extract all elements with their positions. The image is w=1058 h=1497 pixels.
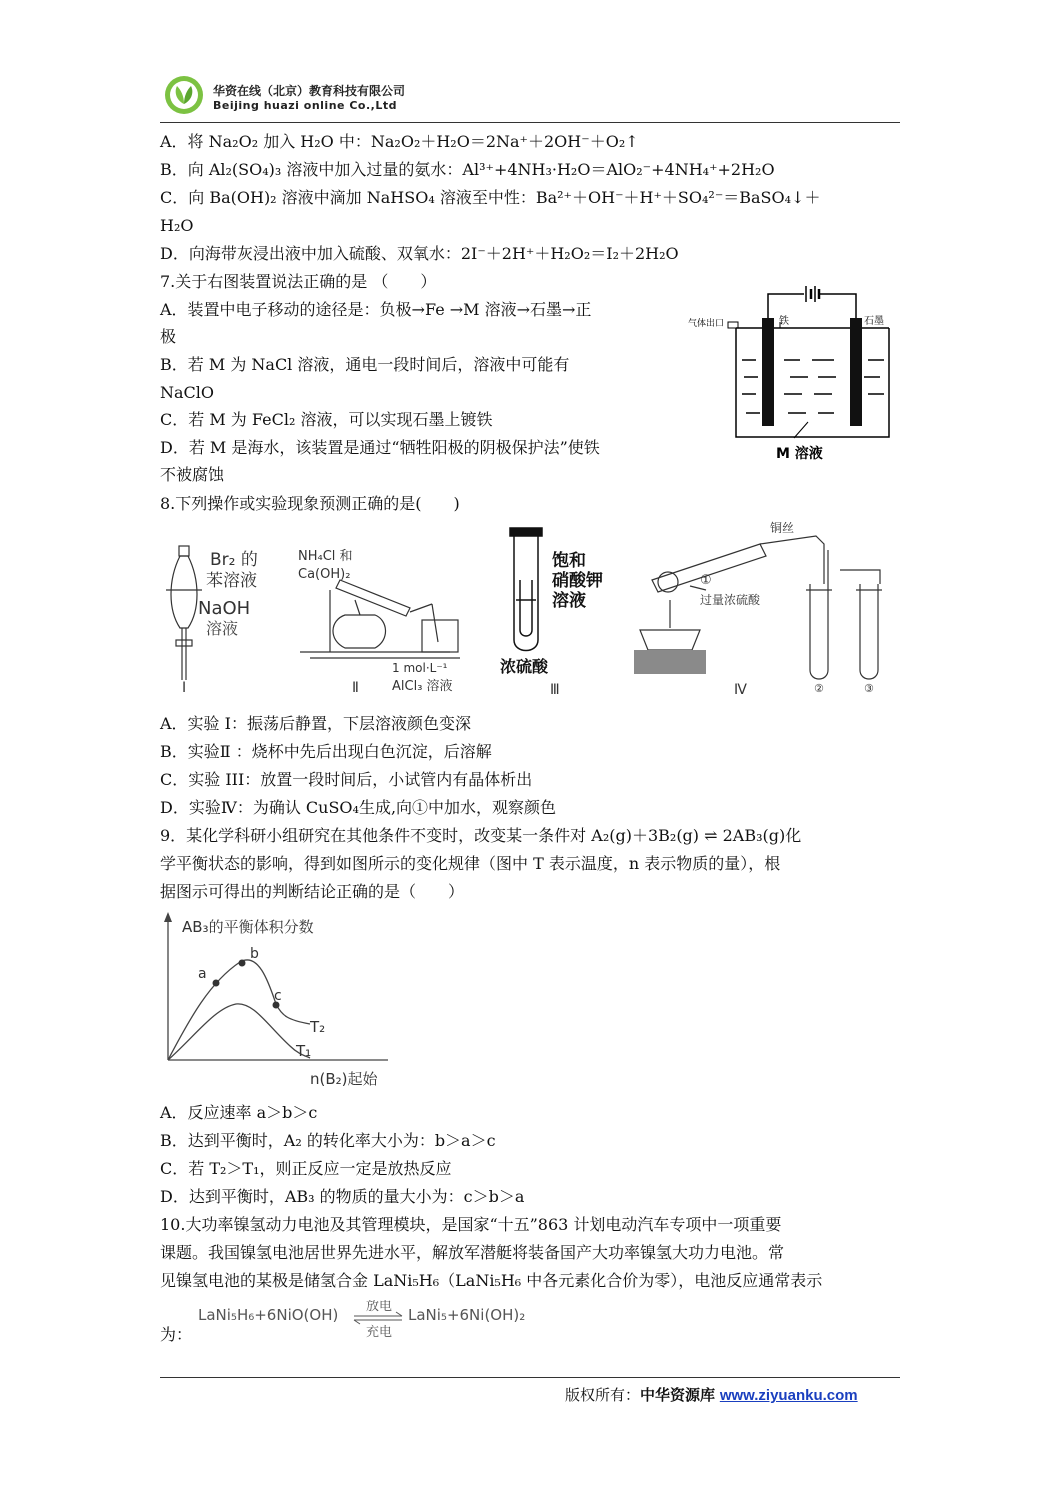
q10-stem-4: 为： [160, 1325, 193, 1344]
q6-option-d: D．向海带灰浸出液中加入硫酸、双氧水：2I⁻＋2H⁺＋H₂O₂＝I₂＋2H₂O [160, 244, 679, 263]
q8-exp2-top2-label: Ca(OH)₂ [298, 567, 351, 582]
q9-stem-2: 学平衡状态的影响，得到如图所示的变化规律（图中 T 表示温度，n 表示物质的量），根 [160, 854, 781, 873]
q8-apparatus-figure [160, 520, 900, 705]
q9-curve-t2-label: T₂ [310, 1018, 326, 1036]
q9-curve-t1-label: T₁ [296, 1042, 312, 1060]
footer-site-name: 中华资源库 [640, 1386, 716, 1404]
q10-stem-2: 课题。我国镍氢电池居世界先进水平，解放军潜艇将装备国产大功率镍氢大功力电池。常 [160, 1243, 785, 1262]
q7-iron-label: 铁 [779, 316, 789, 327]
q8-exp4-acid-label: 过量浓硫酸 [700, 593, 761, 607]
q8-exp3-bottom-label: 浓硫酸 [500, 657, 549, 676]
q8-exp2-solution-label: AlCl₃ 溶液 [392, 679, 453, 694]
q7-option-b-cont: NaClO [160, 383, 215, 402]
company-name-en: Beijing huazi online Co.,Ltd [213, 99, 397, 112]
q8-exp3-text2: 硝酸钾 [552, 571, 603, 591]
footer-copyright: 版权所有： [565, 1386, 641, 1404]
q9-option-b: B．达到平衡时，A₂ 的转化率大小为：b＞a＞c [160, 1131, 496, 1150]
q8-exp2-numeral: Ⅱ [352, 680, 359, 696]
q7-option-d: D．若 M 是海水，该装置是通过“牺牲阳极的阴极保护法”使铁 [160, 438, 600, 457]
q7-stem: 7.关于右图装置说法正确的是 （ ） [160, 272, 437, 291]
q7-electrolysis-figure [684, 282, 904, 467]
q9-option-d: D．达到平衡时，AB₃ 的物质的量大小为：c＞b＞a [160, 1187, 525, 1206]
q7-option-a: A．装置中电子移动的途径是：负极→Fe →M 溶液→石墨→正 [160, 300, 592, 319]
q7-solution-label: M 溶液 [776, 446, 823, 462]
q10-stem-3: 见镍氢电池的某极是储氢合金 LaNi₅H₆（LaNi₅H₆ 中各元素化合价为零），电池反应通常表示 [160, 1271, 823, 1290]
q8-exp3-text1: 饱和 [552, 551, 586, 571]
q8-exp1-mid-label: NaOH [198, 598, 251, 619]
q8-option-b: B．实验Ⅱ ：烧杯中先后出现白色沉淀，后溶解 [160, 742, 492, 761]
q8-exp2-conc-label: 1 mol·L⁻¹ [392, 661, 448, 675]
q10-equation [198, 1300, 558, 1344]
q10-eq-left: LaNi₅H₆+6NiO(OH) [198, 1306, 339, 1324]
q8-exp1-top2-label: 苯溶液 [206, 571, 257, 591]
q9-curve-t1 [168, 1004, 310, 1060]
company-logo [163, 74, 205, 116]
q6-option-c-cont: H₂O [160, 216, 194, 235]
q8-stem: 8.下列操作或实验现象预测正确的是( ) [160, 494, 460, 513]
q9-point-b-label: b [250, 946, 259, 962]
q9-option-c: C．若 T₂＞T₁，则正反应一定是放热反应 [160, 1159, 452, 1178]
q9-point-b [239, 960, 246, 967]
q7-graphite-label: 石墨 [864, 316, 884, 327]
footer-rule [160, 1377, 900, 1378]
q7-option-a-cont: 极 [160, 327, 177, 346]
q9-point-c-label: c [274, 988, 282, 1004]
q10-eq-discharge: 放电 [366, 1300, 393, 1314]
q10-eq-charge: 充电 [366, 1325, 393, 1340]
q9-x-label: n(B₂)起始 [310, 1070, 378, 1088]
q8-exp3-text3: 溶液 [552, 591, 586, 611]
q8-exp4-circle-label: ① [700, 573, 712, 588]
q8-exp4-tube3-label: ③ [864, 682, 874, 695]
q9-point-a [213, 980, 220, 987]
q8-exp1-numeral: Ⅰ [182, 680, 187, 696]
q9-stem-1: 9．某化学科研小组研究在其他条件不变时，改变某一条件对 A₂(g)＋3B₂(g) ⇌ 2AB₃(g)化 [160, 826, 802, 845]
q7-option-d-cont: 不被腐蚀 [160, 465, 225, 484]
q6-option-a: A．将 Na₂O₂ 加入 H₂O 中：Na₂O₂＋H₂O＝2Na⁺＋2OH⁻＋O₂↑ [160, 132, 639, 151]
q6-option-c: C．向 Ba(OH)₂ 溶液中滴加 NaHSO₄ 溶液至中性：Ba²⁺＋OH⁻＋H⁺＋SO₄²⁻＝BaSO₄↓＋ [160, 188, 821, 207]
q10-stem-1: 10.大功率镍氢动力电池及其管理模块，是国家“十五”863 计划电动汽车专项中一项重要 [160, 1215, 782, 1234]
q9-chart [150, 908, 400, 1093]
q9-point-a-label: a [198, 966, 207, 982]
company-name-cn: 华资在线（北京）教育科技有限公司 [213, 84, 406, 98]
q8-option-c: C．实验 III：放置一段时间后，小试管内有晶体析出 [160, 770, 533, 789]
q8-exp2-top-label: NH₄Cl 和 [298, 549, 353, 564]
q8-exp4-tube2-label: ② [814, 682, 824, 695]
q7-gas-outlet-label: 气体出口 [688, 319, 725, 329]
q6-option-b: B．向 Al₂(SO₄)₃ 溶液中加入过量的氨水：Al³⁺+4NH₃·H₂O＝AlO₂⁻+4NH₄⁺+2H₂O [160, 160, 775, 179]
footer [565, 1384, 858, 1405]
q10-eq-right: LaNi₅+6Ni(OH)₂ [408, 1306, 526, 1324]
q9-y-label: AB₃的平衡体积分数 [182, 918, 314, 936]
header-rule [160, 122, 900, 123]
q8-option-a: A．实验 I：振荡后静置，下层溶液颜色变深 [160, 714, 471, 733]
q8-exp1-mid2-label: 溶液 [206, 619, 239, 638]
q9-option-a: A．反应速率 a＞b＞c [160, 1103, 318, 1122]
q9-stem-3: 据图示可得出的判断结论正确的是（ ） [160, 882, 465, 901]
footer-url-link[interactable]: www.ziyuanku.com [719, 1387, 858, 1404]
q8-option-d: D．实验Ⅳ：为确认 CuSO₄生成,向①中加水，观察颜色 [160, 798, 557, 817]
q8-exp4-numeral: Ⅳ [734, 682, 747, 698]
q7-option-b: B．若 M 为 NaCl 溶液，通电一段时间后，溶液中可能有 [160, 355, 570, 374]
q7-option-c: C．若 M 为 FeCl₂ 溶液，可以实现石墨上镀铁 [160, 410, 493, 429]
q8-exp3-numeral: Ⅲ [550, 682, 560, 698]
q8-exp4-wire-label: 铜丝 [770, 521, 795, 535]
q8-exp1-top-label: Br₂ 的 [210, 550, 258, 570]
